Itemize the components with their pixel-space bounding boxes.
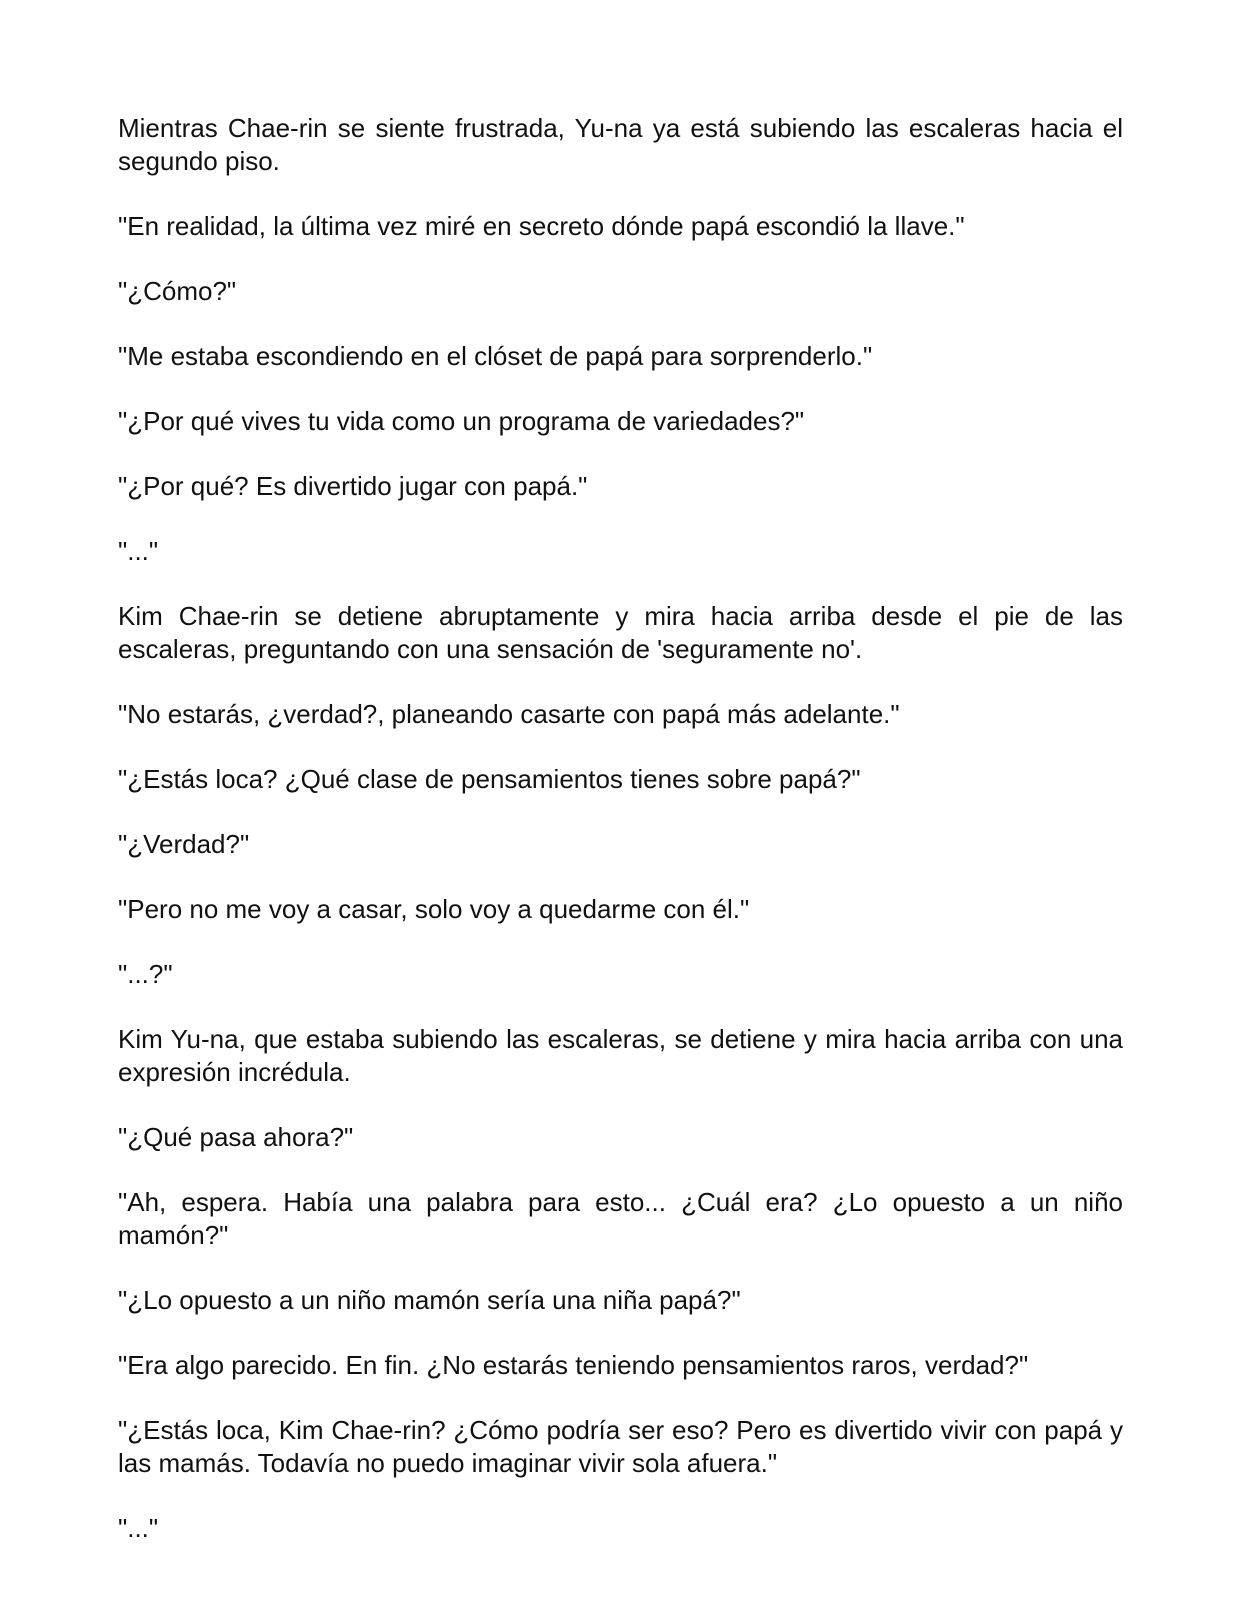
paragraph: "...?" <box>118 959 173 989</box>
paragraph: Kim Chae-rin se detiene abruptamente y mira hacia arriba desde el pie de las escaleras, preguntando con una sensación de 'seguramente no'. <box>118 601 1123 664</box>
document-body <box>118 112 1123 1577</box>
paragraph: "Me estaba escondiendo en el clóset de papá para sorprenderlo." <box>118 341 873 371</box>
paragraph: "En realidad, la última vez miré en secreto dónde papá escondió la llave." <box>118 211 965 241</box>
paragraph: "..." <box>118 1513 159 1543</box>
paragraph: "¿Por qué vives tu vida como un programa de variedades?" <box>118 406 805 436</box>
paragraph: "Pero no me voy a casar, solo voy a quedarme con él." <box>118 894 750 924</box>
paragraph: "Ah, espera. Había una palabra para esto... ¿Cuál era? ¿Lo opuesto a un niño mamón?" <box>118 1187 1123 1250</box>
paragraph: "¿Estás loca? ¿Qué clase de pensamientos tienes sobre papá?" <box>118 764 861 794</box>
paragraph: "¿Estás loca, Kim Chae-rin? ¿Cómo podría ser eso? Pero es divertido vivir con papá y las mamás. Todavía no puedo imaginar vivir sola afuera." <box>118 1415 1123 1478</box>
paragraph: "Era algo parecido. En fin. ¿No estarás teniendo pensamientos raros, verdad?" <box>118 1350 1029 1380</box>
paragraph: "¿Cómo?" <box>118 276 237 306</box>
paragraph: "¿Lo opuesto a un niño mamón sería una niña papá?" <box>118 1285 741 1315</box>
paragraph: Kim Yu-na, que estaba subiendo las escaleras, se detiene y mira hacia arriba con una expresión incrédula. <box>118 1024 1123 1087</box>
paragraph: "No estarás, ¿verdad?, planeando casarte con papá más adelante." <box>118 699 900 729</box>
paragraph: "¿Qué pasa ahora?" <box>118 1122 354 1152</box>
paragraph: Mientras Chae-rin se siente frustrada, Yu-na ya está subiendo las escaleras hacia el segundo piso. <box>118 113 1123 176</box>
paragraph: "..." <box>118 536 159 566</box>
paragraph: "¿Verdad?" <box>118 829 250 859</box>
paragraph: "¿Por qué? Es divertido jugar con papá." <box>118 471 588 501</box>
